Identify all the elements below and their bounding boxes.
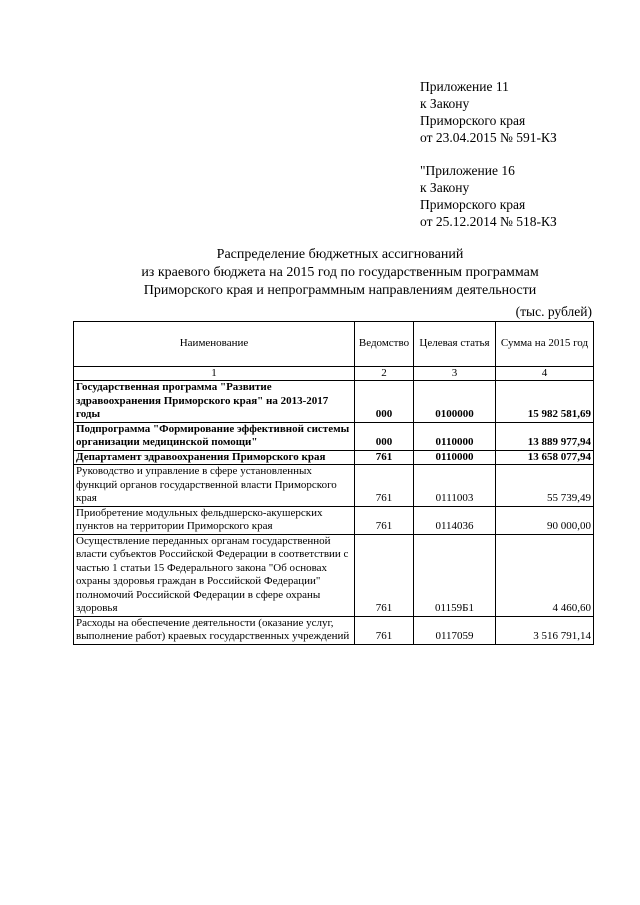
table-row [74, 534, 594, 616]
cell-sum: 55 739,49 [496, 465, 594, 507]
cell-sum: 3 516 791,14 [496, 616, 594, 644]
cell-target: 0110000 [414, 450, 496, 465]
cell-department: 000 [355, 381, 414, 423]
appendix-number: Приложение 11 [420, 79, 509, 94]
column-number: 4 [496, 367, 594, 381]
title-line: Приморского края и непрограммным направлениям деятельности [143, 283, 537, 298]
cell-department: 000 [355, 422, 414, 450]
table-row [74, 506, 594, 534]
appendix-region: Приморского края [420, 113, 526, 128]
appendix-law-ref: к Закону [420, 96, 470, 111]
column-number: 1 [74, 367, 355, 381]
title-line: Распределение бюджетных ассигнований [216, 247, 464, 262]
cell-target: 0111003 [414, 465, 496, 507]
title-line: из краевого бюджета на 2015 год по государственным программам [141, 265, 539, 280]
cell-department: 761 [355, 616, 414, 644]
cell-department: 761 [355, 506, 414, 534]
cell-name: Расходы на обеспечение деятельности (оказание услуг, выполнение работ) краевых государственных учреждений [74, 616, 355, 644]
appendix-region: Приморского края [420, 197, 526, 212]
cell-department: 761 [355, 465, 414, 507]
cell-sum: 13 658 077,94 [496, 450, 594, 465]
table-row [74, 422, 594, 450]
cell-sum: 4 460,60 [496, 534, 594, 616]
cell-name: Подпрограмма "Формирование эффективной системы организации медицинской помощи" [74, 422, 355, 450]
cell-name: Государственная программа "Развитие здравоохранения Приморского края" на 2013-2017 годы [74, 381, 355, 423]
appendix-note-original [420, 162, 557, 230]
header-target: Целевая статья [414, 322, 496, 367]
cell-sum: 13 889 977,94 [496, 422, 594, 450]
cell-department: 761 [355, 450, 414, 465]
table-row [74, 381, 594, 423]
cell-name: Приобретение модульных фельдшерско-акушерских пунктов на территории Приморского края [74, 506, 355, 534]
header-name: Наименование [74, 322, 355, 367]
appendix-date: от 25.12.2014 № 518-КЗ [420, 214, 557, 229]
cell-target: 0110000 [414, 422, 496, 450]
cell-name: Департамент здравоохранения Приморского края [74, 450, 355, 465]
cell-department: 761 [355, 534, 414, 616]
cell-target: 0117059 [414, 616, 496, 644]
cell-name: Осуществление переданных органам государственной власти субъектов Российской Федерации в соответствии с частью 1 статьи 15 Федерального закона "Об основах охраны здоровья граждан в Российской Федерации" полномочий Российской Федерации в сфере охраны здоровья [74, 534, 355, 616]
table-row [74, 616, 594, 644]
cell-sum: 90 000,00 [496, 506, 594, 534]
budget-table [73, 321, 594, 645]
header-sum: Сумма на 2015 год [496, 322, 594, 367]
appendix-number: "Приложение 16 [420, 163, 515, 178]
cell-name: Руководство и управление в сфере установленных функций органов государственной власти Приморского края [74, 465, 355, 507]
document-title [60, 246, 620, 300]
cell-sum: 15 982 581,69 [496, 381, 594, 423]
cell-target: 01159Б1 [414, 534, 496, 616]
units-label: (тыс. рублей) [515, 304, 592, 319]
cell-target: 0114036 [414, 506, 496, 534]
column-number: 2 [355, 367, 414, 381]
table-header-row [74, 322, 594, 367]
column-number-row [74, 367, 594, 381]
column-number: 3 [414, 367, 496, 381]
table-row [74, 450, 594, 465]
header-department: Ведомство [355, 322, 414, 367]
table-row [74, 465, 594, 507]
cell-target: 0100000 [414, 381, 496, 423]
appendix-law-ref: к Закону [420, 180, 470, 195]
appendix-date: от 23.04.2015 № 591-КЗ [420, 130, 557, 145]
appendix-note-current [420, 78, 557, 146]
